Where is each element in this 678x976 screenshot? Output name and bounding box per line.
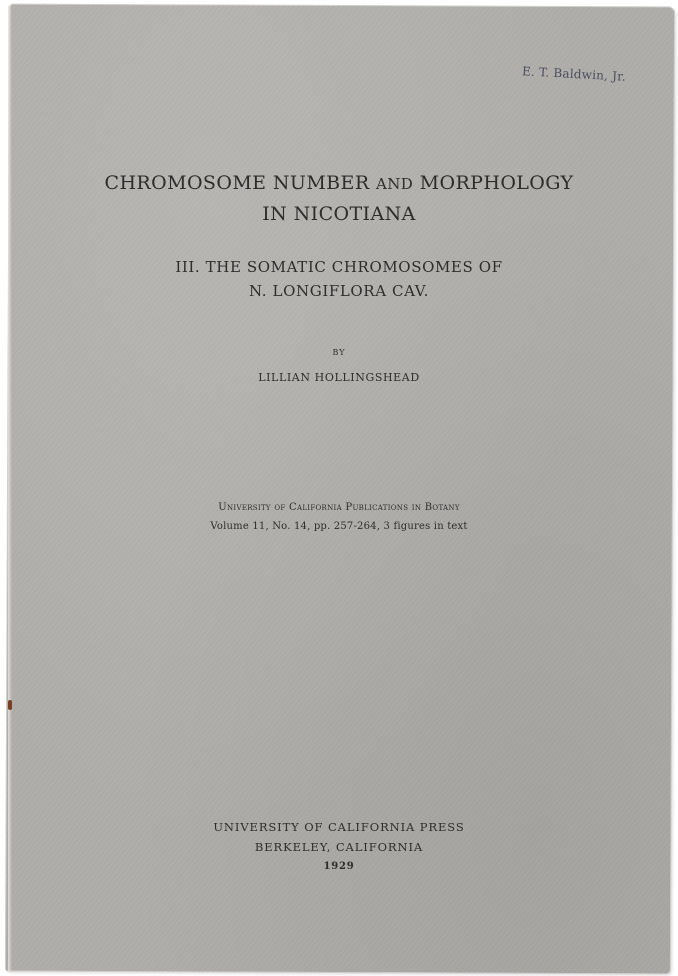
series-name: University of California Publications in Botany: [218, 502, 460, 513]
imprint: [0, 817, 678, 872]
title-line-1: [0, 168, 678, 199]
owner-stamp: E. T. Baldwin, Jr.: [521, 64, 627, 84]
title-part-1: CHROMOSOME NUMBER: [104, 172, 370, 194]
author-name: LILLIAN HOLLINGSHEAD: [258, 371, 420, 384]
series-info: [0, 498, 678, 536]
volume-info: Volume 11, No. 14, pp. 257-264, 3 figures in text: [210, 521, 468, 532]
main-title: [0, 168, 678, 229]
title-part-3: MORPHOLOGY: [419, 172, 574, 194]
title-part-2: AND: [375, 175, 414, 193]
publication-year: 1929: [323, 861, 355, 872]
rust-mark: [8, 700, 12, 710]
publisher-place: BERKELEY, CALIFORNIA: [254, 840, 424, 854]
title-line-2: IN NICOTIANA: [262, 203, 416, 225]
publisher: UNIVERSITY OF CALIFORNIA PRESS: [213, 820, 465, 834]
subtitle-line-2: N. LONGIFLORA CAV.: [249, 282, 429, 300]
subtitle: [0, 255, 678, 303]
subtitle-line-1: III. THE SOMATIC CHROMOSOMES OF: [175, 258, 503, 276]
by-label: BY: [332, 348, 346, 357]
